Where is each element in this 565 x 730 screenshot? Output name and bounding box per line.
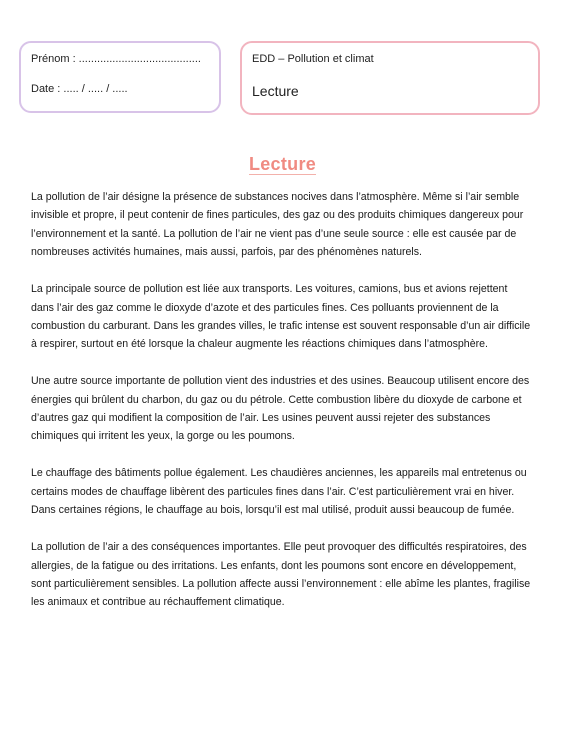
page-title-wrapper: [0, 154, 565, 175]
subject-box: [240, 41, 540, 115]
paragraph-2: La principale source de pollution est liée aux transports. Les voitures, camions, bus et avions rejettent dans l’air des gaz comme le dioxyde d’azote et des particules fines. Ces polluants proviennent de la combustion du carburant. Dans les grandes villes, le trafic intense est souvent responsable d’un air difficile à respirer, surtout en été lorsque la chaleur augmente les réactions chimiques dans l’atmosphère.: [31, 283, 531, 351]
paragraph-5: La pollution de l’air a des conséquences importantes. Elle peut provoquer des difficultés respiratoires, des allergies, de la fatigue ou des irritations. Les enfants, dont les poumons sont encore en développement, sont particulièrement sensibles. La pollution affecte aussi l’environnement : elle abîme les plantes, fragilise les animaux et contribue au réchauffement climatique.: [31, 541, 531, 609]
subject-box-title: Lecture: [252, 83, 299, 99]
reading-text: [31, 188, 531, 630]
paragraph-3: Une autre source importante de pollution vient des industries et des usines. Beaucoup utilisent encore des énergies qui brûlent du charbon, du gaz ou du pétrole. Cette combustion libère du dioxyde de carbone et d’autres gaz qui modifient la composition de l’air. Les usines peuvent aussi rejeter des substances chimiques qui irritent les yeux, la gorge ou les poumons.: [31, 375, 530, 443]
page-title: Lecture: [248, 154, 317, 174]
paragraph-4: Le chauffage des bâtiments pollue également. Les chaudières anciennes, les appareils mal entretenus ou certains modes de chauffage libèrent des particules fines dans l’air. C’est particulièrement vrai en hiver. Dans certaines régions, le chauffage au bois, lorsqu’il est mal utilisé, produit aussi beaucoup de fumée.: [31, 467, 527, 517]
date-field: Date : ..... / ..... / .....: [31, 83, 128, 95]
paragraph-1: La pollution de l’air désigne la présence de substances nocives dans l’atmosphère. Même si l’air semble invisible et propre, il peut contenir de fines particules, des gaz ou des produits chimiques dangereux pour l’environnement et la santé. La pollution de l’air ne vient pas d’une seule source : elle est causée par de nombreuses activités humaines, mais aussi, parfois, par des phénomènes naturels.: [31, 191, 524, 259]
subject-label: EDD – Pollution et climat: [252, 53, 374, 65]
prenom-field: Prénom : ........................................: [31, 53, 201, 65]
student-info-box: [19, 41, 221, 113]
